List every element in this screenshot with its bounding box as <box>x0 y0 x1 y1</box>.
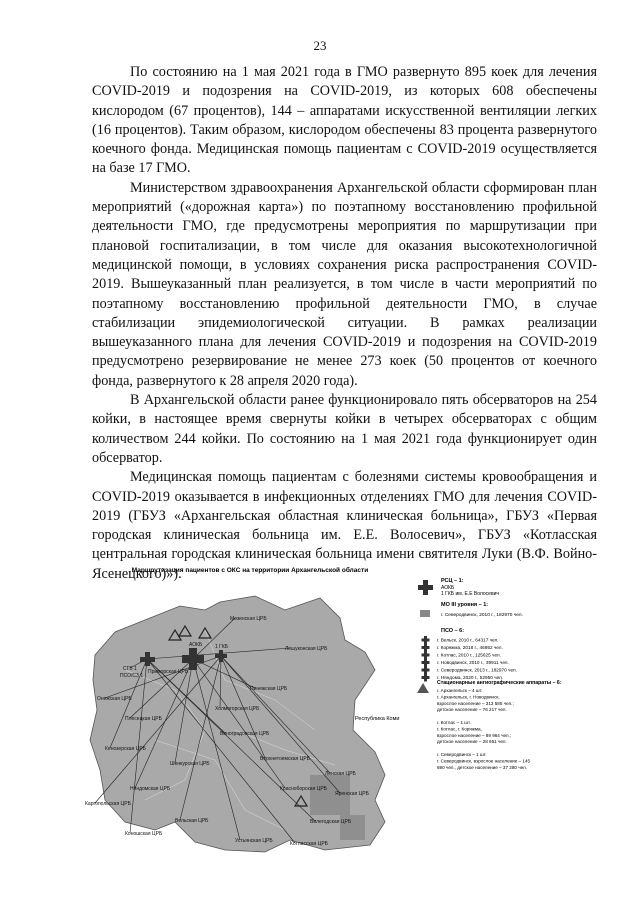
label-kholmogory: Холмогорская ЦРБ <box>215 706 260 712</box>
label-lensk: Ленская ЦРБ <box>325 771 356 777</box>
legend-pso-line: г. Коряжма, 2018 г., 46952 чел. <box>437 645 503 650</box>
legend-angio-line: г. Котлас, г. Коряжма, <box>437 726 482 732</box>
label-leshukon: Лешуконская ЦРБ <box>285 646 328 652</box>
label-plesetsk: Плесецкая ЦРБ <box>125 716 162 722</box>
label-onega: Онежская ЦРБ <box>97 696 132 702</box>
legend-pso-cross-icon <box>422 654 430 657</box>
paragraph-3: В Архангельской области ранее функционировало пять обсерваторов на 254 койки, в настоящее время свернуты койки в четырех обсерваторах с общим количеством 244 койки. По состоянию на 1 мая 2021 года функционирует один обсерватор. <box>92 392 597 466</box>
legend-rsc-icon <box>418 580 433 595</box>
body-text <box>92 63 597 584</box>
label-pinega: Пинежская ЦРБ <box>250 686 288 692</box>
legend-mo-head: МО III уровня – 1: <box>441 602 489 608</box>
legend-pso-line: г. Вельск, 2010 г., 64317 чел. <box>437 637 499 643</box>
legend-mo-line: г. Северодвинск, 2010 г., 182970 чел. <box>441 613 523 618</box>
region-komi-label: Республика Коми <box>355 716 400 722</box>
label-primorsk: Приморская ЦРБ <box>148 669 189 675</box>
paragraph-1: По состоянию на 1 мая 2021 года в ГМО развернуто 895 коек для лечения COVID-2019 и подозрения на COVID-2019, из которых 608 обеспечены кислородом (67 процентов), 144 – аппаратами искусственной вентиляции легких (16 процентов). Таким образом, кислородом обеспечены 83 процента развернутого коечного фонда. Медицинская помощь пациентам с COVID-2019 осуществляется на базе 17 ГМО. <box>92 64 597 177</box>
legend-angio-line: взрослое население – 313 585 чел.; <box>437 700 514 706</box>
legend-angio-list <box>437 688 530 770</box>
label-shenkursk: Шенкурская ЦРБ <box>170 761 210 767</box>
legend-pso-line: г. Котлас, 2010 г., 125625 чел. <box>437 652 501 658</box>
legend-rsc-line: АОКБ <box>441 585 455 591</box>
map-legend <box>417 578 562 770</box>
legend-angio-line: 690 чел., детское население – 37 280 чел. <box>437 764 527 770</box>
routing-map-svg <box>85 560 595 860</box>
routing-map-figure <box>85 560 595 860</box>
label-pso: ПСО/СЗ 1 <box>120 673 144 679</box>
legend-pso-cross-icon <box>422 669 430 672</box>
legend-pso-head: ПСО – 6: <box>441 628 465 634</box>
label-kenozero: Кенозерская ЦРБ <box>105 746 146 752</box>
label-1gkb: 1 ГКБ <box>215 644 229 650</box>
label-mezen: Мезенская ЦРБ <box>230 616 267 622</box>
label-krasnobor: Красноборская ЦРБ <box>280 786 327 792</box>
legend-angio-icon <box>417 683 429 693</box>
label-velsk: Вельская ЦРБ <box>175 818 209 824</box>
legend-angio-head: Стационарные ангиографические аппараты – 6: <box>437 680 562 686</box>
label-yarensk: Яренская ЦРБ <box>335 791 369 797</box>
legend-pso-cross-icon <box>422 676 430 679</box>
label-aokb: АОКБ <box>189 642 203 648</box>
legend-angio-line: г. Архангельск – 4 шт. <box>437 688 483 693</box>
paragraph-2: Министерством здравоохранения Архангельской области сформирован план мероприятий («дорожная карта») по поэтапному восстановлению профильной деятельности ГМО, где предусмотрены мероприятия по маршрутизации при плановой госпитализации, в том числе для оказания высокотехнологичной медицинской помощи, в условиях сохранения риска распространения COVID-2019. Вышеуказанный план реализуется, в том числе в части мероприятий по поэтапному восстановлению профильной деятельности ГМО, в случае стабилизации эпидемиологической ситуации. В рамках реализации вышеуказанного плана для лечения COVID-2019 и подозрения на COVID-2019 предусмотрено резервирование не менее 273 коек (50 процентов от коечного фонда, развернутого к 28 апреля 2020 года). <box>92 179 597 389</box>
label-nyandoma: Няндомская ЦРБ <box>130 786 171 792</box>
label-vilegod: Вилегодская ЦРБ <box>310 819 352 825</box>
legend-rsc-head: РСЦ – 1: <box>441 578 464 584</box>
page-number: 23 <box>313 38 327 53</box>
legend-pso-cross-icon <box>422 646 430 649</box>
legend-pso-line: г. Няндома, 2020 г., 52950 чел. <box>437 675 504 680</box>
legend-pso-cross-icon <box>422 661 430 664</box>
legend-angio-line: г. Котлас – 1 шт. <box>437 720 471 725</box>
label-vinogradov: Виноградовская ЦРБ <box>220 731 270 737</box>
legend-pso-list <box>422 636 517 682</box>
legend-angio-line: детское население – 28 651 чел. <box>437 739 507 745</box>
legend-angio-line: г. Северодвинск – 1 шт. <box>437 752 487 757</box>
legend-pso-line: г. Новодвинск, 2010 г., 39911 чел. <box>437 660 509 665</box>
legend-angio-line: г. Архангельск, г. Новодвинск, <box>437 694 500 700</box>
legend-pso-line: г. Северодвинск, 2013 г., 182970 чел. <box>437 667 517 673</box>
legend-angio-line: взрослое население – 89 964 чел.; <box>437 732 512 738</box>
map-title: Маршрутизация пациентов с ОКС на территории Архангельской области <box>131 567 369 574</box>
label-ustya: Устьянская ЦРБ <box>235 838 273 844</box>
label-kargopol: Каргопольская ЦРБ <box>85 801 131 807</box>
paragraph-4: Медицинская помощь пациентам с болезнями системы кровообращения и COVID-2019 оказывается в инфекционных отделениях ГМО для лечения COVID-2019 (ГБУЗ «Архангельская областная клиническая больница», ГБУЗ «Первая городская клиническая больница им. Е.Е. Волосевич», ГБУЗ «Котласская центральная городская клиническая больница имени святителя Луки (В.Ф. Войно-Ясенецкого)»). <box>92 469 597 582</box>
label-konosha: Коношская ЦРБ <box>125 831 163 837</box>
legend-pso-cross-icon <box>422 639 430 642</box>
label-sgb1: СГБ 1 <box>123 666 137 672</box>
legend-mo-icon <box>420 610 430 617</box>
legend-angio-line: г. Северодвинск, взрослое население – 145 <box>437 758 531 764</box>
legend-angio-line: детское население – 76 217 чел. <box>437 707 507 713</box>
legend-rsc-line: 1 ГКБ им. Е.Е Волосевич <box>441 591 500 597</box>
label-kotlas: Котласская ЦРБ <box>290 841 328 847</box>
label-verkhnetoem: Верхнетоемская ЦРБ <box>260 756 310 762</box>
